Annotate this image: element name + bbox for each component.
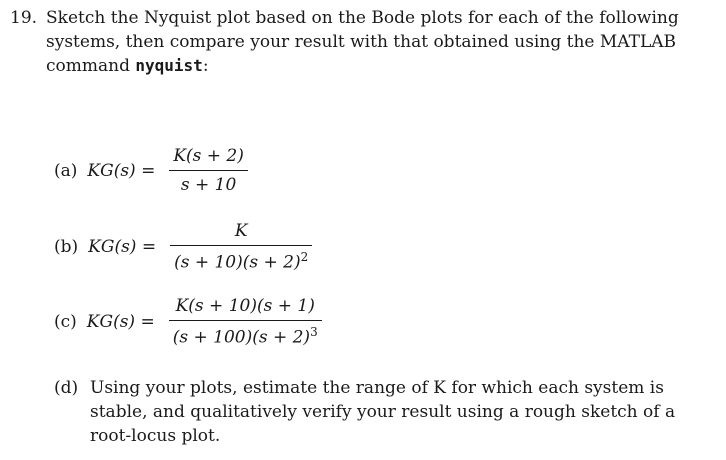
part-b-fraction [170, 221, 312, 273]
part-a-numerator: K(s + 2) [173, 146, 244, 166]
part-c-lhs-arg: (s) = [113, 311, 155, 332]
part-c-label: (c) [54, 311, 77, 332]
problem-intro-text: Sketch the Nyquist plot based on the Bode plots for each of the following systems, then compare your result with that obtained using the MATLAB command [46, 8, 679, 76]
part-b-lhs-arg: (s) = [114, 236, 157, 257]
part-c-denominator-exponent: 3 [310, 325, 318, 340]
part-b-label: (b) [54, 236, 79, 257]
part-c-lhs [87, 312, 155, 332]
matlab-command: nyquist [135, 56, 203, 75]
part-b-denominator-exponent: 2 [300, 250, 309, 265]
part-b-denominator: (s + 10)(s + 2) [174, 252, 301, 273]
problem-intro [46, 6, 710, 78]
part-c-fraction [169, 296, 322, 348]
part-d-text: Using your plots, estimate the range of K for which each system is stable, and qualitatively verify your result using a rough sketch of a root-locus plot. [90, 378, 676, 446]
problem-intro-end: : [202, 56, 209, 76]
part-a-denominator: s + 10 [180, 175, 237, 196]
part-b-lhs-var: KG [88, 236, 115, 257]
part-d [54, 376, 704, 448]
part-c-denominator: (s + 100)(s + 2) [172, 327, 311, 348]
part-a-lhs [87, 161, 155, 181]
part-d-label: (d) [54, 378, 79, 398]
part-b-lhs [88, 237, 156, 257]
part-a-lhs-arg: (s) = [113, 160, 156, 181]
part-c-lhs-var: KG [86, 311, 114, 332]
problem-number: 19. [10, 8, 38, 28]
part-a-label: (a) [54, 160, 78, 181]
part-c-numerator: K(s + 10)(s + 1) [175, 296, 315, 316]
part-a-fraction [169, 146, 248, 195]
problem-statement [10, 6, 710, 78]
part-b [54, 221, 312, 273]
part-a-lhs-var: KG [87, 160, 114, 181]
part-c [54, 296, 322, 348]
part-b-numerator: K [234, 221, 248, 241]
part-a [54, 146, 248, 195]
